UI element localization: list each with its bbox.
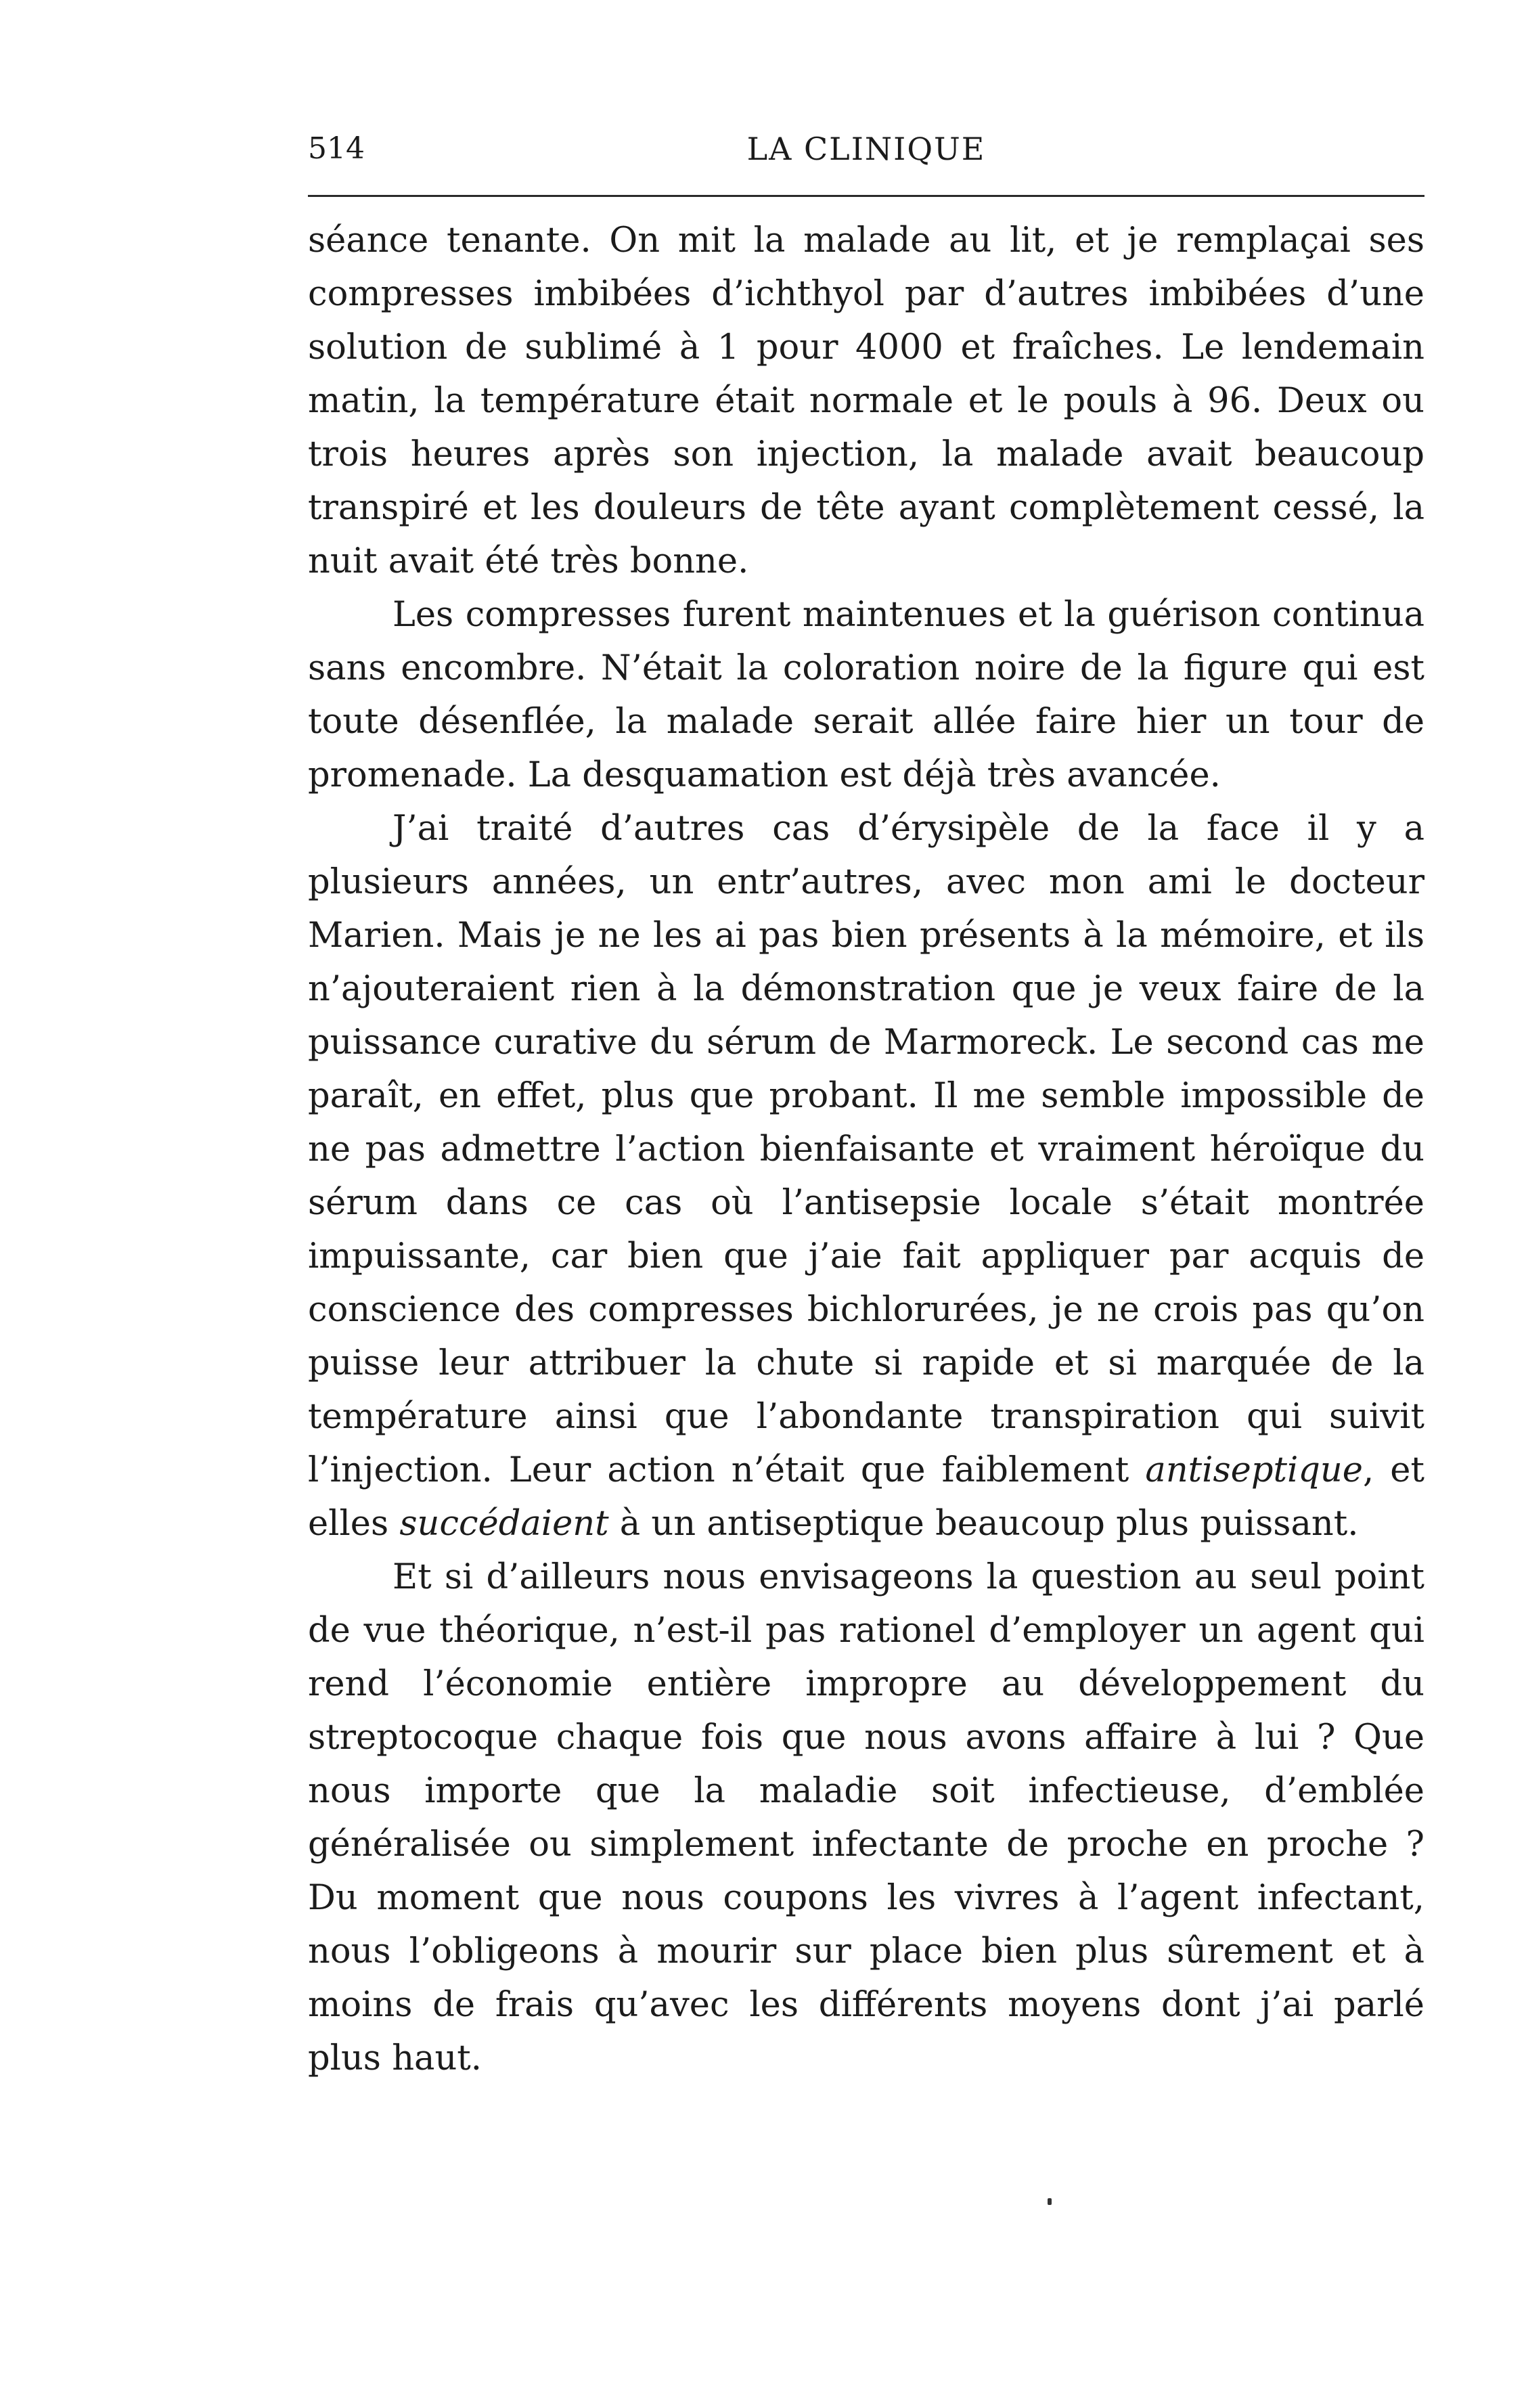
paragraph-3: [308, 802, 1424, 1551]
body-text: [308, 214, 1424, 2085]
paragraph-2: [308, 588, 1424, 802]
paragraph-3-text-middle: , et elles: [308, 1450, 1424, 1544]
header-rule: [308, 195, 1424, 197]
paragraph-4-text: Et si d’ailleurs nous envisageons la question au seul point de vue théorique, n’est-il pas rationel d’employer un agent qui rend l’économie entière impropre au développement du streptocoque chaque fois que nous avons affaire à lui ? Que nous importe que la maladie soit infectieuse, d’emblée généralisée ou simplement infectante de proche en proche ? Du moment que nous coupons les vivres à l’agent infectant, nous l’obligeons à mourir sur place bien plus sûrement et à moins de frais qu’avec les différents moyens dont j’ai parlé plus haut.: [308, 1557, 1424, 2078]
ink-speck: [1048, 2198, 1052, 2205]
paragraph-3-text-start: J’ai traité d’autres cas d’érysipèle de la face il y a plusieurs années, un entr’autres, avec mon ami le docteur Marien. Mais je ne les ai pas bien présents à la mémoire, et ils n’ajouteraient rien à la démonstration que je veux faire de la puissance curative du sérum de Marmoreck. Le second cas me paraît, en effet, plus que probant. Il me semble impossible de ne pas admettre l’action bienfaisante et vraiment héroïque du sérum dans ce cas où l’antisepsie locale s’était montrée impuissante, car bien que j’aie fait appliquer par acquis de conscience des compresses bichlorurées, je ne crois pas qu’on puisse leur attribuer la chute si rapide et si marquée de la température ainsi que l’abondante transpiration qui suivit l’injection. Leur action n’était que faiblement: [308, 809, 1424, 1490]
paragraph-2-text: Les compresses furent maintenues et la guérison continua sans encombre. N’était la coloration noire de la figure qui est toute désenflée, la malade serait allée faire hier un tour de promenade. La desquamation est déjà très avancée.: [308, 595, 1424, 795]
paragraph-3-text-end: à un antiseptique beaucoup plus puissant.: [608, 1504, 1359, 1544]
paragraph-4: [308, 1551, 1424, 2085]
paragraph-1: [308, 214, 1424, 588]
italic-antiseptique: antiseptique: [1145, 1450, 1363, 1490]
page-number: 514: [308, 131, 365, 166]
italic-succedaient: succédaient: [399, 1504, 609, 1544]
paragraph-1-text: séance tenante. On mit la malade au lit, et je remplaçai ses compresses imbibées d’ichthyol par d’autres imbibées d’une solution de sublimé à 1 pour 4000 et fraîches. Le lendemain matin, la température était normale et le pouls à 96. Deux ou trois heures après son injection, la malade avait beaucoup transpiré et les douleurs de tête ayant complètement cessé, la nuit avait été très bonne.: [308, 221, 1424, 581]
page-header: [308, 129, 1424, 176]
running-title: LA CLINIQUE: [746, 131, 986, 167]
